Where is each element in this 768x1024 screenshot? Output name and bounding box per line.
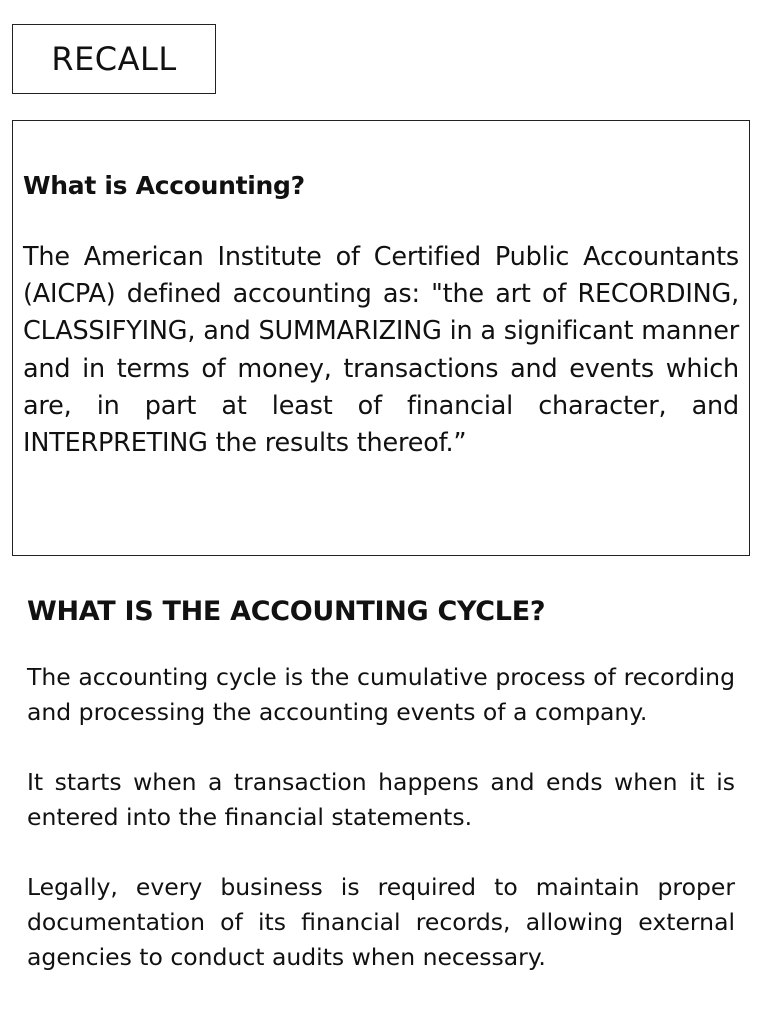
cycle-heading-emphasis: ACCOUNTING CYCLE? [230, 596, 546, 627]
cycle-paragraph-2: It starts when a transaction happens and ends when it is entered into the financial statements. [27, 768, 735, 831]
accounting-definition-box [12, 120, 750, 556]
cycle-paragraph-3: Legally, every business is required to maintain proper documentation of its financial records, allowing external agencies to conduct audits when necessary. [27, 873, 735, 971]
recall-label-box [12, 24, 216, 94]
definition-body: The American Institute of Certified Public Accountants (AICPA) defined accounting as: "the art of RECORDING, CLASSIFYING, and SUMMARIZING in a significant manner and in terms of money, transactions and events which are, in part at least of financial character, and INTERPRETING the results thereof.” [23, 242, 739, 459]
recall-label: RECALL [51, 40, 177, 78]
cycle-heading-prefix: WHAT IS THE [27, 596, 231, 627]
cycle-paragraph-1: The accounting cycle is the cumulative process of recording and processing the accounting events of a company. [27, 663, 735, 726]
cycle-heading [27, 592, 735, 632]
accounting-cycle-section [27, 592, 735, 1010]
definition-heading: What is Accounting? [23, 171, 305, 200]
